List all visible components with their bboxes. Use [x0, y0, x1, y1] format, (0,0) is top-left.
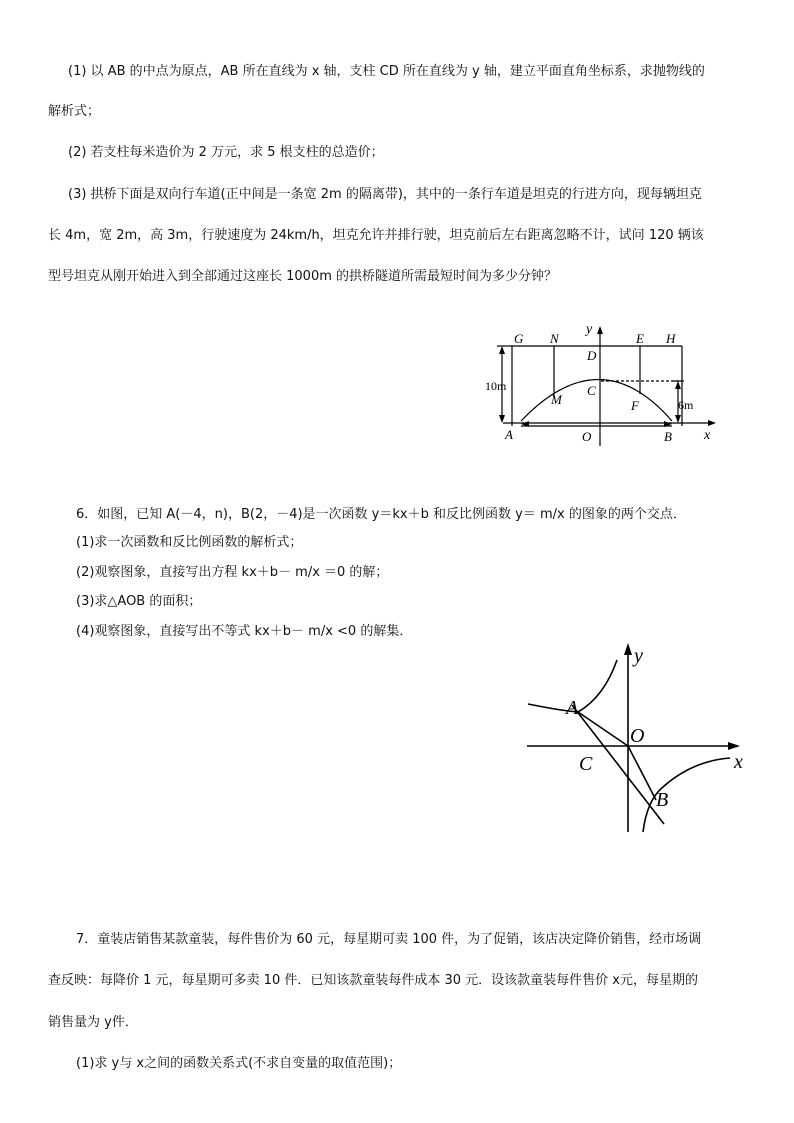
p6-line-2: (1)求一次函数和反比例函数的解析式； — [76, 535, 303, 550]
graph-label-y: y — [634, 645, 643, 667]
p5-line-5: 长 4m，宽 2m，高 3m，行驶速度为 24km/h，坦克允许并排行驶，坦克前后左右距离忽略不计，试问 120 辆该 — [48, 228, 704, 243]
label-y: y — [586, 322, 593, 337]
graph-label-b: B — [656, 789, 669, 811]
p7-line-1: 7．童装店销售某款童装，每件售价为 60 元，每星期可卖 100 件，为了促销，该店决定降价销售，经市场调 — [76, 932, 702, 947]
p6-line-4: (3)求△AOB 的面积； — [76, 594, 202, 609]
p5-line-1: (1) 以 AB 的中点为原点，AB 所在直线为 x 轴，支柱 CD 所在直线为 y 轴，建立平面直角坐标系，求抛物线的 — [68, 64, 705, 79]
graph-label-o: O — [630, 725, 645, 747]
function-graph-figure — [520, 640, 760, 840]
graph-label-x: x — [734, 751, 743, 773]
label-m: M — [551, 392, 562, 407]
arch-bridge-figure — [480, 318, 720, 448]
label-10m: 10m — [485, 379, 507, 393]
label-c: C — [587, 383, 596, 398]
label-g: G — [514, 331, 524, 346]
label-o: O — [582, 429, 592, 444]
label-x: x — [704, 428, 711, 443]
p5-line-3: (2) 若支柱每米造价为 2 万元，求 5 根支柱的总造价； — [68, 145, 384, 160]
label-h: H — [666, 331, 676, 346]
label-d: D — [587, 348, 597, 363]
label-e: E — [636, 331, 644, 346]
p5-line-6: 型号坦克从刚开始进入到全部通过这座长 1000m 的拱桥隧道所需最短时间为多少分钟？ — [48, 269, 558, 284]
p7-line-4: (1)求 y与 x之间的函数关系式(不求自变量的取值范围)； — [76, 1056, 402, 1071]
label-6m: 6m — [678, 398, 694, 412]
p6-line-3: (2)观察图象，直接写出方程 kx＋b－ m/x ＝0 的解； — [76, 565, 389, 580]
p6-line-1: 6．如图，已知 A(－4，n)，B(2，－4)是一次函数 y＝kx＋b 和反比例函数 y＝ m/x 的图象的两个交点． — [76, 507, 686, 522]
label-a: A — [505, 427, 513, 442]
p7-line-3: 销售量为 y件． — [48, 1015, 138, 1030]
p5-line-4: (3) 拱桥下面是双向行车道(正中间是一条宽 2m 的隔离带)，其中的一条行车道是坦克的行进方向，现每辆坦克 — [68, 187, 702, 202]
graph-label-c: C — [579, 753, 593, 775]
label-f: F — [631, 398, 639, 413]
label-b: B — [664, 429, 672, 444]
p6-line-5: (4)观察图象，直接写出不等式 kx＋b－ m/x <0 的解集． — [76, 624, 413, 639]
graph-label-a: A — [566, 697, 579, 719]
p5-line-2: 解析式； — [48, 104, 101, 119]
p7-line-2: 查反映：每降价 1 元，每星期可多卖 10 件．已知该款童装每件成本 30 元．设该款童装每件售价 x元，每星期的 — [48, 973, 698, 988]
label-n: N — [550, 331, 559, 346]
